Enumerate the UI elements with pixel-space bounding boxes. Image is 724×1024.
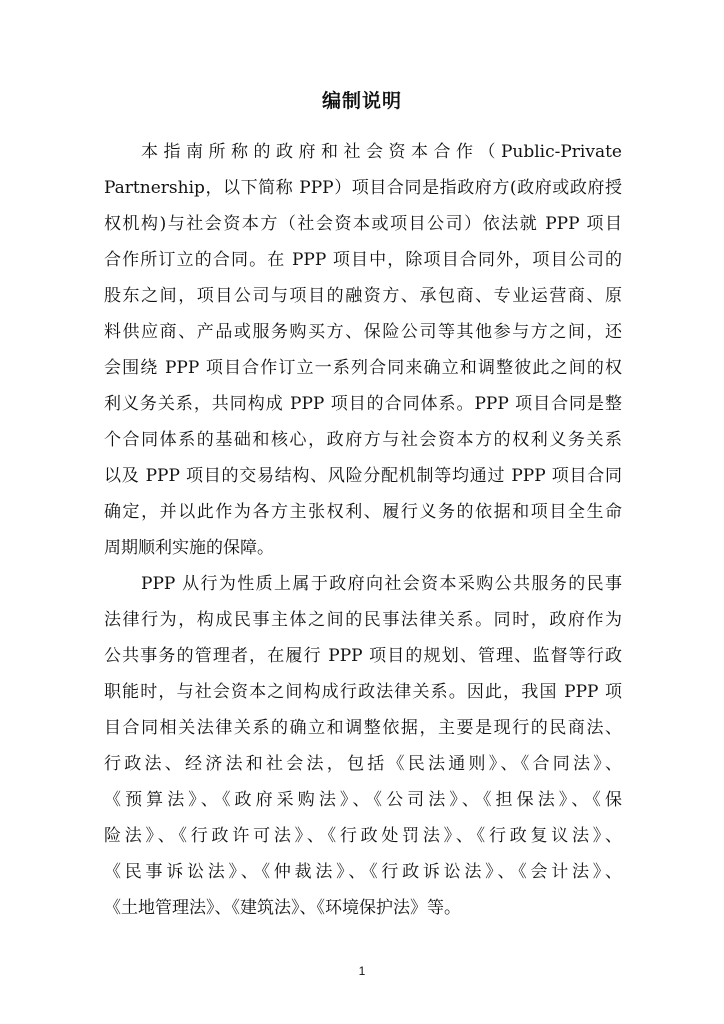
paragraph-1-line-7: 会围绕 PPP 项目合作订立一系列合同来确立和调整彼此之间的权 xyxy=(104,358,622,378)
paragraph-2-line-5: 目合同相关法律关系的确立和调整依据，主要是现行的民商法、 xyxy=(104,718,622,738)
paragraph-1-line-6: 料供应商、产品或服务购买方、保险公司等其他参与方之间，还 xyxy=(104,322,622,342)
paragraph-2-line-1: PPP 从行为性质上属于政府向社会资本采购公共服务的民事 xyxy=(141,574,622,594)
paragraph-2-line-2: 法律行为，构成民事主体之间的民事法律关系。同时，政府作为 xyxy=(104,610,622,630)
paragraph-2-line-6: 行政法、经济法和社会法，包括《民法通则》、《合同法》、 xyxy=(104,754,622,774)
page-title: 编制说明 xyxy=(321,90,402,112)
paragraph-2-line-8: 险法》、《行政许可法》、《行政处罚法》、《行政复议法》、 xyxy=(104,826,622,846)
paragraph-2-line-7: 《预算法》、《政府采购法》、《公司法》、《担保法》、《保 xyxy=(104,790,622,810)
paragraph-1-line-2: Partnership，以下简称 PPP）项目合同是指政府方(政府或政府授 xyxy=(104,178,622,198)
paragraph-1-line-10: 以及 PPP 项目的交易结构、风险分配机制等均通过 PPP 项目合同 xyxy=(104,466,622,486)
paragraph-2-line-10: 《土地管理法》、《建筑法》、《环境保护法》等。 xyxy=(104,898,461,918)
paragraph-1-line-3: 权机构)与社会资本方（社会资本或项目公司）依法就 PPP 项目 xyxy=(104,214,622,234)
paragraph-1-line-12: 周期顺利实施的保障。 xyxy=(104,538,274,558)
paragraph-2-line-9: 《民事诉讼法》、《仲裁法》、《行政诉讼法》、《会计法》、 xyxy=(104,862,622,882)
paragraph-1-line-1: 本指南所称的政府和社会资本合作（Public-Private xyxy=(141,142,622,162)
paragraph-1-line-11: 确定，并以此作为各方主张权利、履行义务的依据和项目全生命 xyxy=(104,502,622,522)
paragraph-1-line-5: 股东之间，项目公司与项目的融资方、承包商、专业运营商、原 xyxy=(104,286,622,306)
paragraph-1-line-4: 合作所订立的合同。在 PPP 项目中，除项目合同外，项目公司的 xyxy=(104,250,622,270)
paragraph-1-line-8: 利义务关系，共同构成 PPP 项目的合同体系。PPP 项目合同是整 xyxy=(104,394,622,414)
paragraph-1-line-9: 个合同体系的基础和核心，政府方与社会资本方的权利义务关系 xyxy=(104,430,622,450)
body-text xyxy=(104,138,622,930)
page-number: 1 xyxy=(358,964,366,978)
paragraph-2-line-4: 职能时，与社会资本之间构成行政法律关系。因此，我国 PPP 项 xyxy=(104,682,622,702)
paragraph-2-line-3: 公共事务的管理者，在履行 PPP 项目的规划、管理、监督等行政 xyxy=(104,646,622,666)
